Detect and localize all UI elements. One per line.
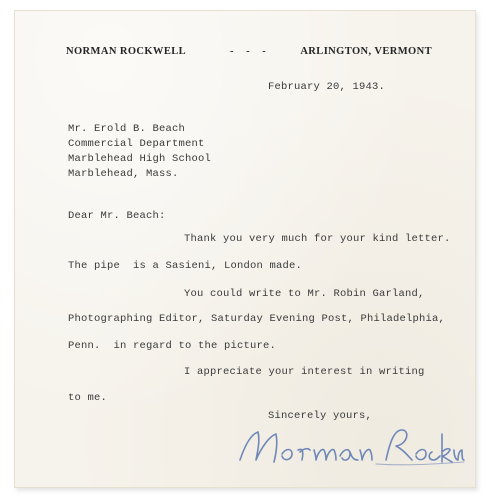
letterhead-name: NORMAN ROCKWELL xyxy=(66,46,187,57)
letterhead-separator: - - - xyxy=(230,46,271,57)
body-line: I appreciate your interest in writing xyxy=(184,366,425,378)
body-line: to me. xyxy=(68,392,108,404)
body-line: Photographing Editor, Saturday Evening Post, Philadelphia, xyxy=(68,313,446,325)
body-line: Thank you very much for your kind letter. xyxy=(184,233,451,245)
body-line: The pipe is a Sasieni, London made. xyxy=(68,260,303,272)
signature-image xyxy=(236,420,466,476)
address-line: Marblehead High School xyxy=(68,153,212,165)
letter-date: February 20, 1943. xyxy=(268,81,386,93)
letter-sheet xyxy=(14,10,476,488)
body-line: You could write to Mr. Robin Garland, xyxy=(184,288,425,300)
body-line: Penn. in regard to the picture. xyxy=(68,340,277,352)
address-line: Commercial Department xyxy=(68,138,205,150)
letterhead xyxy=(66,46,432,60)
address-line: Mr. Erold B. Beach xyxy=(68,123,186,135)
salutation: Dear Mr. Beach: xyxy=(68,210,166,222)
letterhead-location: ARLINGTON, VERMONT xyxy=(300,46,432,57)
address-line: Marblehead, Mass. xyxy=(68,168,179,180)
closing: Sincerely yours, xyxy=(268,410,373,422)
